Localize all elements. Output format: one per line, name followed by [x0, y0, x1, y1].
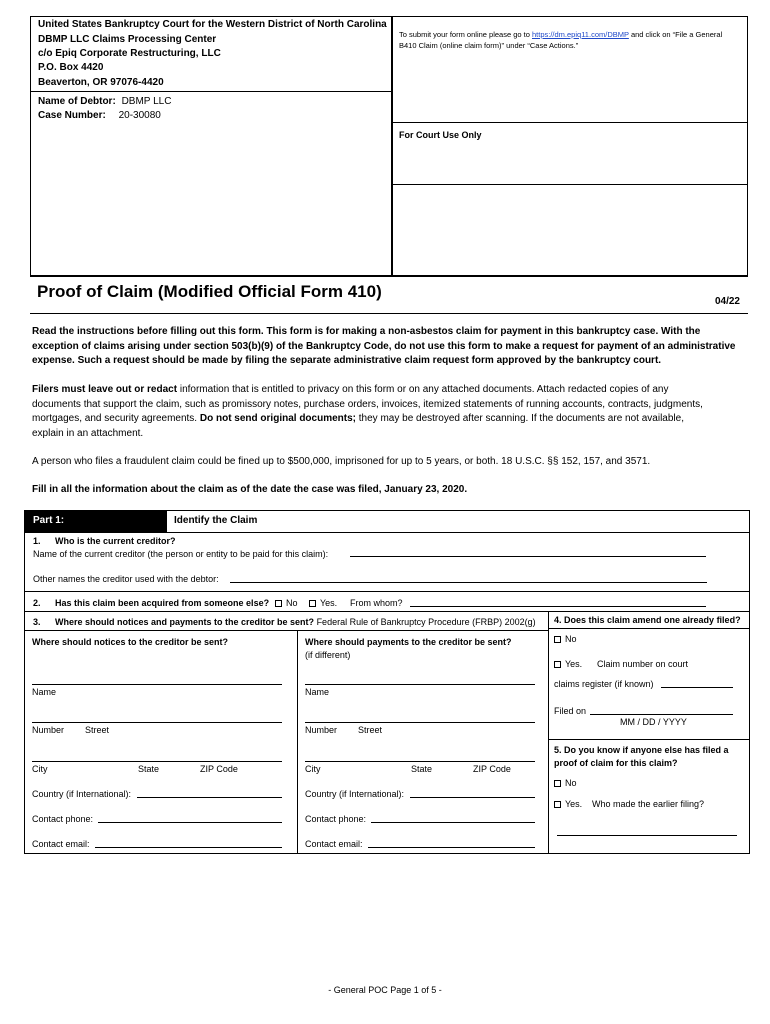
case-label: Case Number:: [38, 110, 106, 121]
notices-state-label: State: [138, 764, 160, 774]
notices-number-label: Number: [32, 725, 65, 735]
q5-yes-label: Yes.: [565, 799, 583, 809]
payments-name-field[interactable]: [305, 684, 535, 685]
court-address-line-5: Beaverton, OR 97076-4420: [38, 77, 164, 88]
notices-phone-label: Contact phone:: [32, 814, 94, 824]
q4-no-label: No: [565, 634, 577, 644]
notices-heading: Where should notices to the creditor be sent?: [32, 637, 229, 647]
payments-heading: Where should payments to the creditor be sent?: [305, 637, 512, 647]
q2-question: Has this claim been acquired from someone else?: [55, 598, 270, 608]
payments-state-label: State: [411, 764, 433, 774]
q4-no-option[interactable]: [554, 634, 577, 645]
q4-yes-checkbox[interactable]: [554, 661, 561, 668]
q2-number: 2.: [33, 598, 41, 608]
q5-question-line1: 5. Do you know if anyone else has filed a: [554, 745, 729, 755]
part1-title: Identify the Claim: [174, 515, 258, 526]
payments-street-label: Street: [358, 725, 383, 735]
notices-zip-label: ZIP Code: [200, 764, 238, 774]
q1-creditor-name-label: Name of the current creditor (the person or entity to be paid for this claim):: [33, 549, 329, 559]
q2-yes-checkbox[interactable]: [309, 600, 316, 607]
notices-street-field[interactable]: [32, 722, 282, 723]
q4-date-format: MM / DD / YYYY: [620, 717, 687, 727]
payments-city-field[interactable]: [305, 761, 535, 762]
q4-claim-number-label: Claim number on court: [597, 659, 689, 669]
q1-number: 1.: [33, 536, 41, 546]
q4-question: 4. Does this claim amend one already filed?: [554, 615, 741, 625]
q1-creditor-name-row: [33, 549, 328, 560]
q2-no-checkbox[interactable]: [275, 600, 282, 607]
instructions-p2-line2: documents that support the claim, such as promissory notes, purchase orders, invoices, itemized statements of running accounts, contracts, judgments,: [32, 398, 703, 410]
instructions-paragraph-2: [32, 383, 703, 441]
q4-no-checkbox[interactable]: [554, 636, 561, 643]
q4-yes-option[interactable]: [554, 659, 582, 670]
fill-instruction: Fill in all the information about the claim as of the date the case was filed, January 23, 2020.: [32, 484, 468, 495]
online-notice-before: To submit your form online please go to: [399, 30, 532, 39]
instructions-p1-line2: exception of claims arising under section 503(b)(9) of the Bankruptcy Code, do not use this form to make a request for payment of an administrative: [32, 340, 736, 352]
instructions-p1-line3: expense. Such a request should be made by filing the separate administrative claim request form approved by the bankruptcy court.: [32, 355, 662, 366]
q4-claim-number-field[interactable]: [661, 687, 733, 688]
court-use-label: For Court Use Only: [399, 130, 482, 140]
q2-from-whom-label: From whom?: [350, 598, 403, 608]
q5-no-label: No: [565, 778, 577, 788]
notices-email-label: Contact email:: [32, 839, 90, 849]
notices-phone-field[interactable]: [98, 822, 282, 823]
online-notice-after: and click on “File a General: [628, 30, 723, 39]
q2-rule-right: [548, 611, 750, 612]
q3-question-row: [55, 617, 536, 628]
online-notice-line-1: [399, 30, 722, 39]
q4-filed-date-field[interactable]: [590, 714, 733, 715]
q5-question-line2: proof of claim for this claim?: [554, 758, 678, 768]
court-use-box-lower: [392, 184, 748, 276]
instructions-p2-line3-pre: mortgages, and security agreements.: [32, 413, 200, 424]
q4-bottom-rule: [548, 739, 750, 740]
instructions-p1-line1: Read the instructions before filling out this form. This form is for making a non-asbestos claim for payment in this bankruptcy case. With the: [32, 326, 701, 337]
q2-no-label: No: [286, 598, 298, 608]
instructions-p2-line3-rest: they may be destroyed after scanning. If the documents are not available,: [356, 413, 684, 424]
notices-city-label: City: [32, 764, 48, 774]
instructions-p2-line1-rest: information that is entitled to privacy on this form or on any attached documents. Attach redacted copies of any: [177, 384, 669, 395]
case-line: [38, 110, 161, 122]
payments-subheading: (if different): [305, 650, 351, 660]
q1-question: Who is the current creditor?: [55, 536, 176, 546]
q3-rule: Federal Rule of Bankruptcy Procedure (FRBP) 2002(g): [316, 617, 536, 627]
payments-zip-label: ZIP Code: [473, 764, 511, 774]
q5-no-checkbox[interactable]: [554, 780, 561, 787]
debtor-line: [38, 96, 171, 108]
q2-yes-label: Yes.: [320, 598, 338, 608]
case-value: 20-30080: [118, 110, 161, 121]
q1-other-names-label: Other names the creditor used with the debtor:: [33, 574, 219, 584]
q5-no-option[interactable]: [554, 778, 577, 789]
q5-who-field[interactable]: [557, 835, 737, 836]
q5-yes-checkbox[interactable]: [554, 801, 561, 808]
payments-street-field[interactable]: [305, 722, 535, 723]
payments-country-label: Country (if International):: [305, 789, 405, 799]
instructions-paragraph-1: [32, 325, 735, 369]
payments-number-label: Number: [305, 725, 338, 735]
online-claim-link[interactable]: https://dm.epiq11.com/DBMP: [532, 30, 629, 39]
court-address-line-1: United States Bankruptcy Court for the Western District of North Carolina: [38, 19, 387, 30]
q1-bottom-rule: [24, 591, 750, 592]
payments-phone-label: Contact phone:: [305, 814, 367, 824]
fraud-warning: A person who files a fraudulent claim could be fined up to $500,000, imprisoned for up to 5 years, or both. 18 U.S.C. §§ 152, 157, and 3571.: [32, 456, 651, 467]
form-title: Proof of Claim (Modified Official Form 410): [37, 282, 382, 301]
q2-yes-option[interactable]: [309, 598, 337, 609]
other-names-field[interactable]: [230, 582, 707, 583]
q5-yes-option[interactable]: [554, 799, 582, 810]
q4-register-label: claims register (if known): [554, 679, 654, 689]
court-address-line-2: DBMP LLC Claims Processing Center: [38, 34, 217, 45]
notices-email-field[interactable]: [95, 847, 282, 848]
q4-title-rule: [548, 628, 750, 629]
title-top-rule: [30, 276, 748, 277]
q5-who-label: Who made the earlier filing?: [592, 799, 705, 809]
q3-bottom-rule: [24, 630, 549, 631]
payments-email-label: Contact email:: [305, 839, 363, 849]
redact-emphasis: Filers must leave out or redact: [32, 384, 178, 395]
notices-city-field[interactable]: [32, 761, 282, 762]
creditor-name-field[interactable]: [350, 556, 706, 557]
page-footer: - General POC Page 1 of 5 -: [328, 985, 442, 995]
payments-name-label: Name: [305, 687, 330, 697]
payments-email-field[interactable]: [368, 847, 535, 848]
q3-column-divider: [297, 630, 298, 854]
part1-label: Part 1:: [33, 515, 65, 526]
q4-filed-on-label: Filed on: [554, 706, 587, 716]
q4-yes-label: Yes.: [565, 659, 583, 669]
court-address-line-3: c/o Epiq Corporate Restructuring, LLC: [38, 48, 221, 59]
debtor-label: Name of Debtor:: [38, 96, 116, 107]
form-date: 04/22: [714, 296, 740, 307]
q4-column-divider: [548, 611, 549, 854]
online-notice-line-2: B410 Claim (online claim form)” under “Case Actions.”: [399, 41, 579, 50]
instructions-p2-line3: [32, 412, 703, 427]
debtor-value: DBMP LLC: [121, 96, 172, 107]
notices-name-label: Name: [32, 687, 57, 697]
notices-country-label: Country (if International):: [32, 789, 132, 799]
q3-number: 3.: [33, 617, 41, 627]
instructions-p2-line4: explain in an attachment.: [32, 427, 144, 439]
payments-city-label: City: [305, 764, 321, 774]
part1-header-rule: [24, 532, 750, 533]
notices-country-field[interactable]: [137, 797, 282, 798]
from-whom-field[interactable]: [410, 606, 706, 607]
payments-country-field[interactable]: [410, 797, 535, 798]
payments-phone-field[interactable]: [371, 822, 535, 823]
instructions-p2-line1: [32, 383, 703, 398]
q2-bottom-rule: [24, 611, 549, 612]
header-left-divider: [30, 91, 392, 92]
q2-no-option[interactable]: [275, 598, 298, 609]
notices-name-field[interactable]: [32, 684, 282, 685]
q3-question: Where should notices and payments to the creditor be sent?: [55, 617, 315, 627]
notices-street-label: Street: [85, 725, 110, 735]
title-bottom-rule: [30, 313, 748, 314]
court-address-line-4: P.O. Box 4420: [38, 62, 104, 73]
originals-emphasis: Do not send original documents;: [199, 413, 356, 424]
